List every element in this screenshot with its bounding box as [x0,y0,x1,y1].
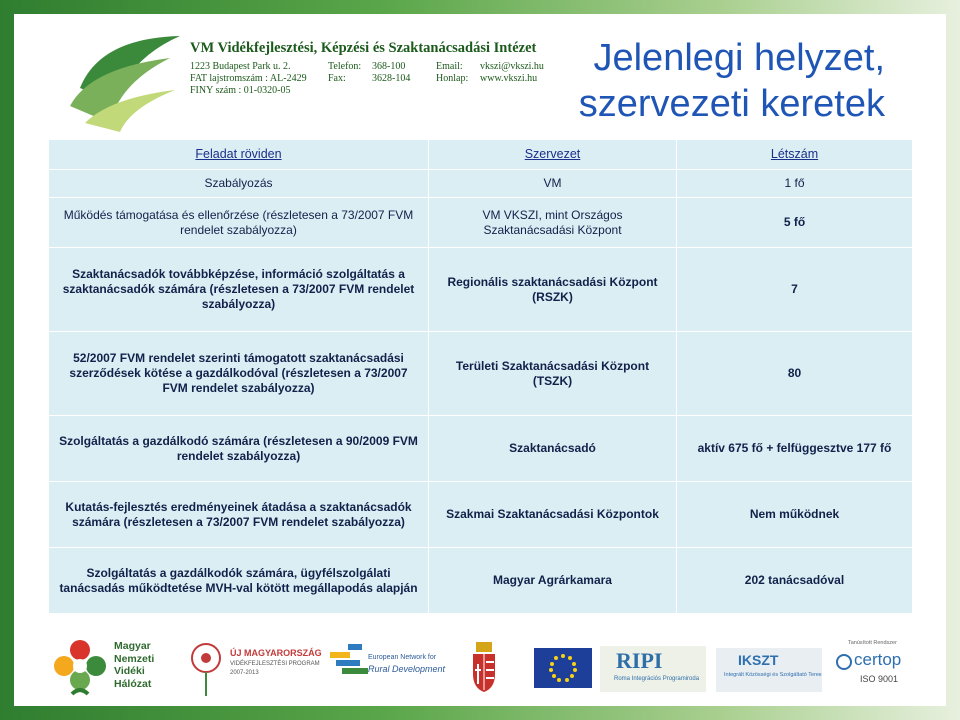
footer-logos [0,628,960,720]
cell-task: Kutatás-fejlesztés eredményeinek átadása a szaktanácsadók számára (részletesen a 73/2007 FVM rendelet szabályozza) [49,482,429,548]
logo-finy: FINY szám : 01-0320-05 [190,85,291,96]
enrd-logo [328,642,456,694]
vm-vkszi-logo [60,28,560,138]
cell-headcount: 80 [677,332,913,416]
organization-table [48,139,913,614]
umvp-title: ÚJ MAGYARORSZÁG [230,648,322,658]
certop-globe-icon [836,654,852,670]
logo-fax-value: 3628-104 [372,73,411,84]
logo-title: VM Vidékfejlesztési, Képzési és Szaktanácsadási Intézet [190,40,537,56]
cell-headcount: 1 fő [677,170,913,198]
table-row [49,248,913,332]
cell-organization: Szakmai Szaktanácsadási Központok [429,482,677,548]
ripi-title: RIPI [616,648,663,673]
cell-organization: VM [429,170,677,198]
cell-organization: Területi Szaktanácsadási Központ (TSZK) [429,332,677,416]
enrd-line2: Rural Development [368,664,446,674]
table-header-row [49,140,913,170]
logo-phone-label: Telefon: [328,61,362,72]
certop-logo [834,640,918,696]
table-row [49,548,913,614]
umvp-years: 2007-2013 [230,670,259,676]
enrd-line1: European Network for [368,654,437,661]
network-icon [328,642,374,682]
certop-title: certop [854,650,902,669]
certop-top: Tanúsított Rendszer [848,640,897,646]
mnvh-text-2: Nemzeti [114,652,155,665]
cell-organization: VM VKSZI, mint Országos Szaktanácsadási Központ [429,198,677,248]
cell-headcount: aktív 675 fő + felfüggesztve 177 fő [677,416,913,482]
cell-task: Szolgáltatás a gazdálkodók számára, ügyfélszolgálati tanácsadás működtetése MVH-val kötött megállapodás alapján [49,548,429,614]
table-row [49,332,913,416]
cell-task: Szaktanácsadók továbbképzése, információ szolgáltatás a szaktanácsadók számára (részletesen a 73/2007 FVM rendelet szabályozza) [49,248,429,332]
logo-address: 1223 Budapest Park u. 2. [190,61,291,72]
title-line-1: Jelenlegi helyzet, [593,37,885,79]
cell-headcount: 5 fő [677,198,913,248]
coat-of-arms-icon [470,640,498,694]
flower-sketch-icon [186,638,226,698]
logo-email-label: Email: [436,61,463,72]
umvp-logo [186,634,320,706]
mnvh-logo [50,630,176,710]
mnvh-text-4: Hálózat [114,677,152,690]
vm-emblem-icon [60,28,190,133]
logo-fat: FAT lajstromszám : AL-2429 [190,73,307,84]
ripi-sub: Roma Integrációs Programiroda [614,676,700,682]
logo-fax-label: Fax: [328,73,346,84]
slide-title [579,35,885,127]
logo-web-label: Honlap: [436,73,469,84]
mnvh-text-3: Vidéki [114,665,145,677]
table-row [49,482,913,548]
header-organization: Szervezet [429,140,677,170]
ikszt-sub: Integrált Közösségi és Szolgáltató Tereк [724,672,822,678]
header-headcount: Létszám [677,140,913,170]
cell-headcount: 202 tanácsadóval [677,548,913,614]
ripi-logo [600,646,706,692]
cell-organization: Magyar Agrárkamara [429,548,677,614]
umvp-sub: VIDÉKFEJLESZTÉSI PROGRAM [230,661,320,667]
cell-task: Működés támogatása és ellenőrzése (részletesen a 73/2007 FVM rendelet szabályozza) [49,198,429,248]
title-line-2: szervezeti keretek [578,83,885,125]
cell-task: Szabályozás [49,170,429,198]
cell-organization: Szaktanácsadó [429,416,677,482]
table-row [49,198,913,248]
ikszt-logo [716,648,822,692]
table-row [49,170,913,198]
header-task: Feladat röviden [49,140,429,170]
certop-sub: ISO 9001 [860,674,899,684]
ikszt-title: IKSZT [738,652,779,668]
cell-organization: Regionális szaktanácsadási Központ (RSZK) [429,248,677,332]
cell-headcount: 7 [677,248,913,332]
flower-icon [50,636,110,706]
mnvh-text-1: Magyar [114,640,151,652]
logo-phone-value: 368-100 [372,61,406,72]
logo-web-value: www.vkszi.hu [480,73,538,84]
cell-headcount: Nem működnek [677,482,913,548]
table-row [49,416,913,482]
eu-flag-icon [534,648,592,688]
logo-email-value: vkszi@vkszi.hu [480,61,544,72]
cell-task: Szolgáltatás a gazdálkodó számára (részletesen a 90/2009 FVM rendelet szabályozza) [49,416,429,482]
cell-task: 52/2007 FVM rendelet szerinti támogatott szaktanácsadási szerződések kötése a gazdálkodóval (részletesen a 73/2007 FVM rendelet szabályozza) [49,332,429,416]
